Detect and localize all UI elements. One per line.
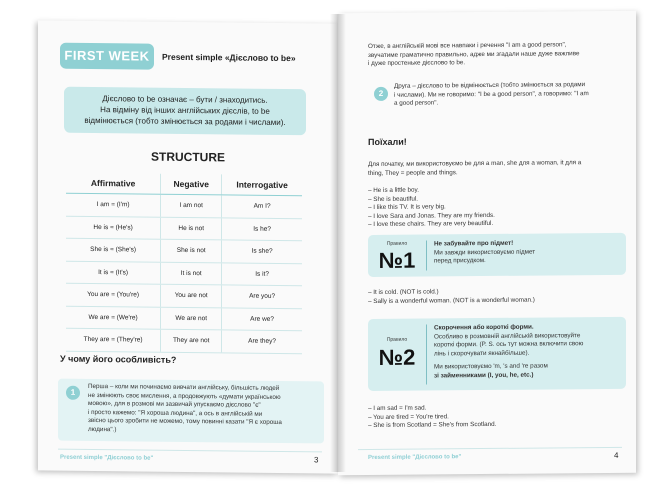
table-row — [66, 328, 302, 353]
rule2-line: Особливо в розмовній англійській використовуйте — [434, 331, 581, 341]
cell: I am not — [161, 194, 222, 217]
intro-line: звучатиме граматично правильно, адже ми згадали наше дуже важливе — [368, 49, 580, 59]
intro-paragraph — [368, 41, 630, 69]
definition-line-2: На відміну від інших англійських дієслів, to be — [100, 105, 270, 116]
rule2-text — [434, 323, 622, 381]
rule2-line: Ми використовуємо 'm, 's and 're разом — [434, 362, 548, 371]
note-text-2 — [394, 81, 628, 109]
note-number-2: 2 — [374, 87, 388, 101]
note-line: Перша – коли ми починаємо вивчати англійську, більшість людей — [88, 382, 280, 392]
definition-box — [64, 87, 306, 136]
table-row — [66, 193, 302, 218]
cell: Is it? — [222, 262, 302, 285]
rule1-divider — [426, 241, 427, 271]
rule1-line: перед присудком. — [434, 257, 486, 265]
right-page — [338, 11, 636, 476]
cell: Am I? — [222, 195, 302, 218]
example-item: – He is a little boy. — [368, 186, 419, 195]
table-row — [66, 306, 302, 331]
cell: We are not — [161, 307, 222, 330]
footer-divider — [58, 449, 322, 453]
header-negative: Negative — [161, 174, 222, 195]
note-line: не змінюють своє мислення, а продовжують «думати українською — [88, 391, 281, 401]
definition-line-3: відмінюється (тобто змінюється за родами і числами). — [84, 115, 286, 128]
example-item: – She is beautiful. — [368, 195, 419, 203]
book-gutter — [330, 14, 346, 472]
short-example: – She is from Scotland = She's from Scotland. — [368, 421, 497, 430]
rule2-title: Скорочення або короткі форми. — [434, 323, 534, 332]
note-line: мовою», для в розмові ми зазвичай упускаємо дієслово "є" — [88, 400, 261, 409]
note-text-1 — [88, 383, 320, 437]
structure-table — [66, 173, 302, 354]
example-item: – I love these chairs. They are very beautiful. — [368, 220, 494, 229]
cell: She is not — [161, 239, 222, 262]
rule1-text — [434, 239, 622, 266]
short-example: – I am sad = I'm sad. — [368, 404, 427, 413]
start-line: Для початку, ми використовуємо be для a man, she для a woman, it для a — [368, 159, 582, 169]
cell: We are = (We're) — [66, 306, 161, 329]
cell: Is she? — [222, 240, 302, 263]
cell: Are we? — [222, 307, 302, 330]
rule2-line: зі займенниками (I, you, he, etc.) — [434, 371, 534, 380]
rule1-example: – Sally is a wonderful woman. (NOT is a wonderful woman.) — [368, 296, 535, 305]
page-number: 3 — [314, 455, 319, 465]
intro-line: і дуже простеньке дієслово to be. — [368, 59, 466, 68]
rule2-label: Правило — [386, 336, 408, 343]
cell: He is not — [161, 217, 222, 240]
note-line: a good person". — [394, 99, 439, 107]
cell: Are they? — [222, 330, 302, 353]
page-number: 4 — [614, 450, 619, 460]
cell: She is = (She's) — [66, 238, 161, 261]
intro-line: Отже, в англійській мові все навпаки і речення "I am a good person", — [368, 41, 567, 51]
examples-list — [368, 185, 630, 230]
rule2-divider — [426, 325, 427, 385]
definition-line-1: Дієслово to be означає – бути / знаходитись. — [102, 94, 268, 105]
note-line: і просто кажемо: "Я хороша людина", а ось в англійській ми — [88, 408, 263, 418]
example-item: – I like this TV. It is very big. — [368, 203, 446, 212]
cell: It is = (It's) — [66, 261, 161, 284]
structure-heading: STRUCTURE — [151, 149, 225, 165]
rule1-number: №1 — [378, 247, 416, 273]
left-page — [38, 20, 338, 473]
go-heading: Поїхали! — [368, 136, 407, 148]
cell: Are you? — [222, 285, 302, 308]
cell: You are not — [161, 284, 222, 307]
note-line: Друга – дієслово to be відмінюється (тобто змінюється за родами — [394, 81, 586, 90]
cell: Is he? — [222, 217, 302, 240]
note-line: і числами). Ми не говоримо: "I be a good person", а говоримо: "I am — [394, 89, 589, 99]
header-interrogative: Interrogative — [222, 174, 302, 195]
cell: I am = (I'm) — [66, 193, 161, 216]
rule2-number: №2 — [378, 344, 416, 370]
cell: They are not — [161, 329, 222, 352]
rule1-examples — [368, 287, 630, 306]
note-line: людина".) — [88, 425, 117, 434]
rule1-line: Ми завжди використовуємо підмет — [434, 248, 536, 257]
start-paragraph — [368, 159, 630, 178]
table-row — [66, 261, 302, 286]
rule1-title: Не забувайте про підмет! — [434, 239, 514, 248]
table-header-row — [66, 173, 302, 196]
short-form-examples — [368, 403, 630, 431]
short-example: – You are tired = You're tired. — [368, 412, 449, 421]
table-row — [66, 216, 302, 241]
cell: It is not — [161, 262, 222, 285]
cell: You are = (You're) — [66, 283, 161, 306]
table-row — [66, 283, 302, 308]
cell: They are = (They're) — [66, 328, 161, 351]
rule2-line: короткі форми. (P. S. ось тут можна включити свою — [434, 340, 584, 349]
rule2-line: лінь і скорочувати якнайбільше). — [434, 349, 530, 358]
cell: He is = (He's) — [66, 216, 161, 239]
example-item: – I love Sara and Jonas. They are my friends. — [368, 211, 495, 220]
footer-divider — [358, 447, 622, 450]
table-row — [66, 238, 302, 263]
header-affirmative: Affirmative — [66, 173, 161, 194]
first-week-badge: FIRST WEEK — [60, 43, 154, 70]
note-number-1: 1 — [66, 386, 80, 400]
rule1-label: Правило — [386, 240, 408, 247]
rule1-example: – It is cold. (NOT is cold.) — [368, 288, 439, 297]
feature-heading: У чому його особливість? — [60, 353, 177, 365]
lesson-title: Present simple «Дієслово to be» — [162, 51, 296, 64]
page-footer: Present simple "Дієслово to be" — [60, 454, 154, 462]
note-line: звісно цього зробити не можемо, тому повинні казати "Я є хороша — [88, 417, 282, 427]
page-footer: Present simple "Дієслово to be" — [368, 454, 462, 462]
start-line: thing, They = people and things. — [368, 168, 458, 177]
